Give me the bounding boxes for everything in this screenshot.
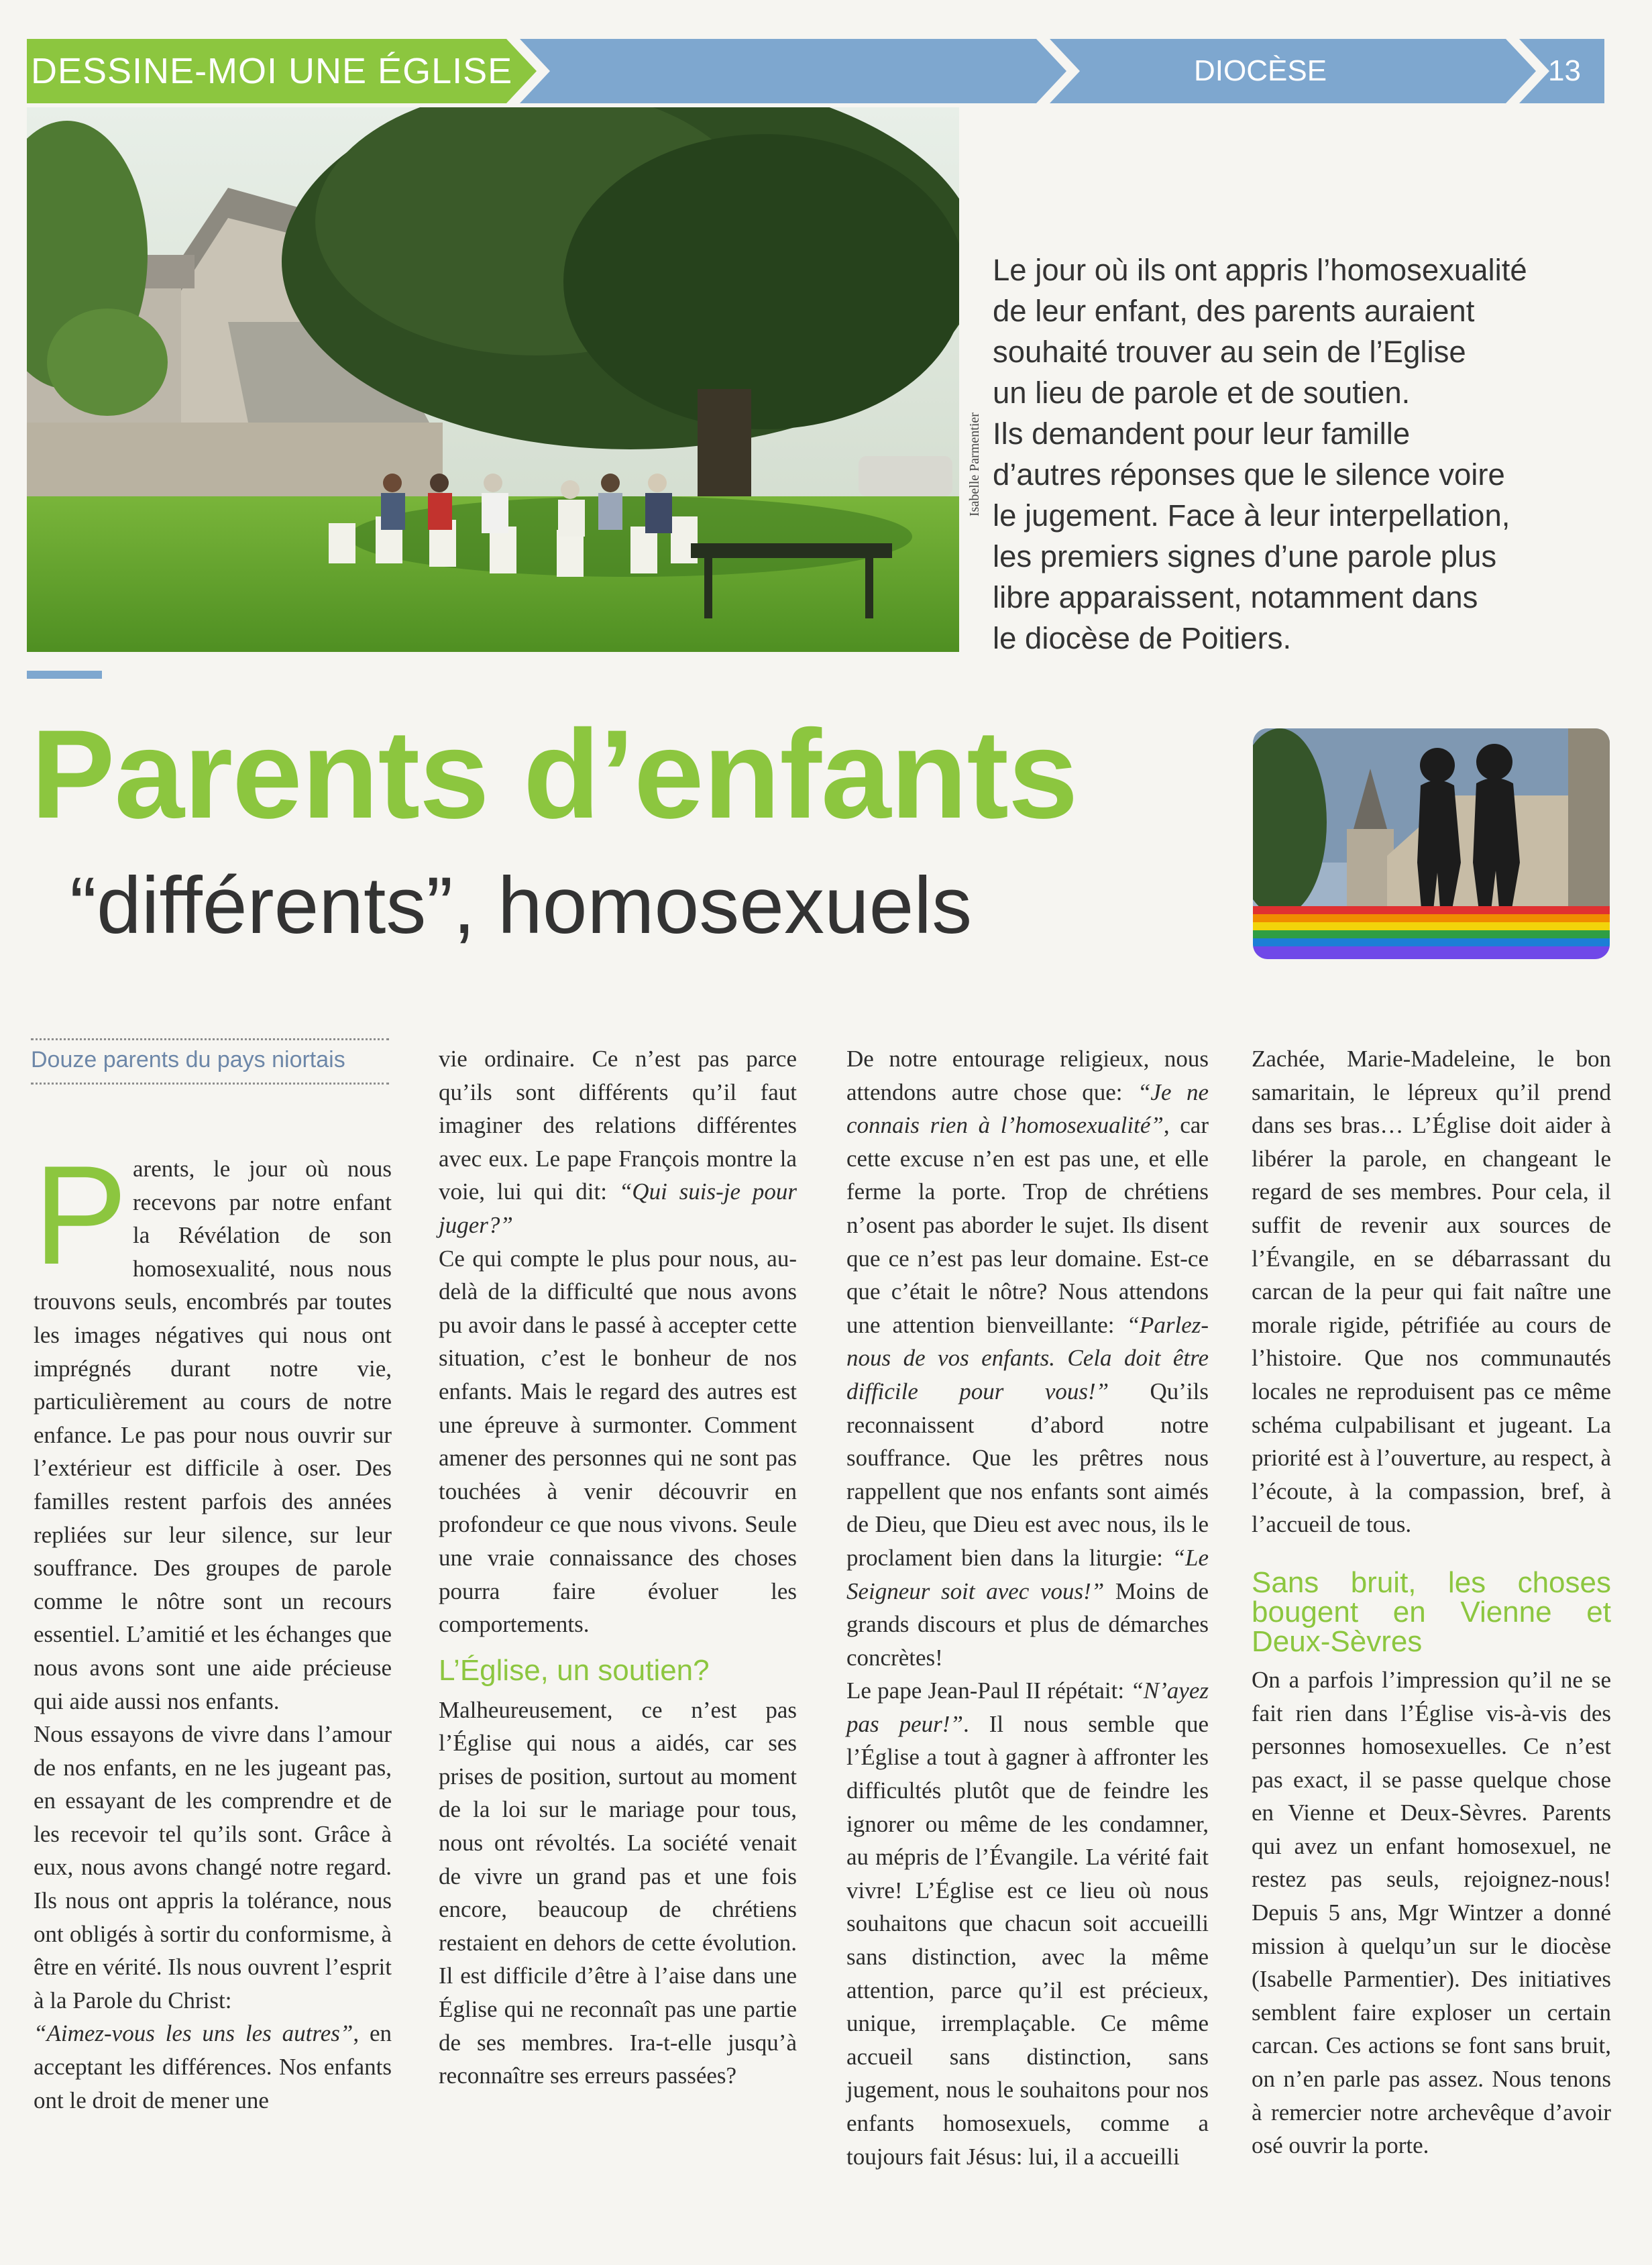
article-column-4 (1252, 1042, 1611, 2162)
article-column-3 (846, 1042, 1209, 2173)
intro-line: libre apparaissent, notamment dans (993, 580, 1478, 614)
page-number: 13 (1548, 54, 1581, 87)
paragraph-text: De notre entourage religieux, nous attendons autre chose que: (846, 1046, 1209, 1105)
article-kicker: Douze parents du pays niortais (31, 1038, 389, 1085)
paragraph-text: Ce qui compte le plus pour nous, au-delà de la difficulté que nous avons pu avoir dans le passé à accepter cette situation, c’est le bonheur de nos enfants. Mais le regard des autres est une épreuve à surmonter. Comment amener des personnes qui ne sont pas touchées à venir découvrir en profondeur ce que nous vivons. Seule une vraie connaissance des choses pourra faire évoluer les comportements. (439, 1245, 797, 1638)
intro-line: Ils demandent pour leur famille (993, 417, 1411, 451)
paragraph (1252, 1663, 1611, 2162)
intro-line: le diocèse de Poitiers. (993, 621, 1292, 655)
subheading: Sans bruit, les choses bougent en Vienne et Deux-Sèvres (1252, 1565, 1611, 1658)
thumbnail-illustration (1253, 728, 1610, 959)
photo-credit: Isabelle Parmentier (967, 412, 982, 516)
paragraph (439, 1694, 797, 2093)
quote: “Aimez-vous les uns les autres” (34, 2020, 353, 2047)
quote: “Parlez-nous de vos enfants. Cela doit être difficile pour vous!” (846, 1311, 1209, 1404)
intro-line: d’autres réponses que le silence voire (993, 457, 1505, 492)
paragraph (1252, 1042, 1611, 1541)
paragraph-text: Malheureusement, ce n’est pas l’Église qui nous a aidés, car ses prises de position, surtout au moment de la loi sur le mariage pour tous, nous ont révoltés. La société venait de vivre un grand pas et une fois encore, beaucoup de chrétiens restaient en dehors de cette évolution. Il est difficile d’être à l’aise dans une Église qui ne reconnaît pas une partie de ses membres. Ira-t-elle jusqu’à reconnaître ses erreurs passées? (439, 1696, 797, 2089)
intro-line: de leur enfant, des parents auraient (993, 294, 1475, 328)
paragraph (846, 1674, 1209, 2173)
article-column-2 (439, 1042, 797, 2093)
paragraph-text: , en acceptant les différences. Nos enfants ont le droit de mener une (34, 2020, 392, 2113)
accent-bar (27, 671, 102, 679)
paragraph (34, 1718, 392, 2117)
paragraph (439, 1042, 797, 1242)
paragraph-text: Nous essayons de vivre dans l’amour de nos enfants, en ne les jugeant pas, en essayant de les comprendre et de les recevoir tel qu’ils sont. Grâce à eux, nous avons changé notre regard. Ils nous ont appris la tolérance, nous ont obligés à sortir du conformisme, à être en vérité. Ils nous ouvrent l’esprit à la Parole du Christ: (34, 1721, 392, 2013)
intro-line: les premiers signes d’une parole plus (993, 539, 1497, 573)
paragraph-text: Le pape Jean-Paul II répétait: (846, 1677, 1125, 1704)
article-subtitle: “différents”, homosexuels (70, 861, 973, 950)
quote: “Je ne connais rien à l’homosexualité” (846, 1079, 1209, 1139)
paragraph-text: , car cette excuse n’en est pas une, et elle ferme la porte. Trop de chrétiens n’osent pas aborder le sujet. Ils disent que ce n’est pas leur domaine. Est-ce que c’était le nôtre? Nous attendons une attention bienveillante: (846, 1112, 1209, 1338)
quote: “N’ayez pas peur!” (846, 1677, 1209, 1737)
church-couple-thumbnail (1253, 728, 1610, 959)
drop-cap: P (34, 1136, 128, 1294)
paragraph-text: Qu’ils reconnaissent d’abord notre souffrance. Que les prêtres nous rappellent que nos enfants sont aimés de Dieu, que Dieu est avec nous, ils le proclament bien dans la liturgie: (846, 1378, 1209, 1571)
subheading: L’Église, un soutien? (439, 1653, 710, 1687)
intro-line: souhaité trouver au sein de l’Eglise (993, 335, 1466, 369)
intro-line: Le jour où ils ont appris l’homosexualité (993, 253, 1527, 287)
intro-line: le jugement. Face à leur interpellation, (993, 498, 1510, 533)
paragraph (439, 1242, 797, 1641)
paragraph-text: arents, le jour où nous recevons par notre enfant la Révélation de son homosexualité, nous nous trouvons seuls, encombrés par toutes les images négatives qui nous ont imprégnés durant notre vie, particulièrement au cours de notre enfance. Le pas pour nous ouvrir sur l’extérieur est difficile à oser. Des familles restent parfois des années repliées sur leur silence, sur leur souffrance. Des groupes de parole comme le nôtre sont un recours essentiel. L’amitié et les échanges que nous avons sont une aide précieuse qui aide aussi nos enfants. (34, 1156, 392, 1714)
intro-line: un lieu de parole et de soutien. (993, 376, 1411, 410)
quote: “Qui suis-je pour juger?” (439, 1178, 797, 1238)
paragraph (846, 1042, 1209, 1674)
section-label: DESSINE-MOI UNE ÉGLISE (31, 51, 513, 91)
intro-deck (993, 250, 1556, 659)
photo-illustration (27, 107, 959, 652)
paragraph-text: On a parfois l’impression qu’il ne se fait rien dans l’Église vis-à-vis des personnes homosexuelles. Ce n’est pas exact, il se passe quelque chose en Vienne et Deux-Sèvres. Parents qui avez un enfant homosexuel, ne restez pas seuls, rejoignez-nous! Depuis 5 ans, Mgr Wintzer a donné mission à quelqu’un sur le diocèse (Isabelle Parmentier). Des initiatives semblent faire exploser un certain carcan. Ces actions se font sans bruit, on n’en parle pas assez. Nous tenons à remercier notre archevêque d’avoir osé ouvrir la porte. (1252, 1666, 1611, 2159)
paragraph-text: Moins de grands discours et plus de démarches concrètes! (846, 1578, 1209, 1671)
quote: “Le Seigneur soit avec vous!” (846, 1544, 1209, 1604)
paragraph-text: vie ordinaire. Ce n’est pas parce qu’ils sont différents qu’il faut imaginer des relations différentes avec eux. Le pape François montre la voie, lui qui dit: (439, 1046, 797, 1205)
paragraph-text: . Il nous semble que l’Église a tout à gagner à affronter les difficultés plutôt que de feindre les ignorer ou même de les condamner, au mépris de l’Évangile. La vérité fait vivre! L’Église est ce lieu où nous souhaitons que chacun soit accueilli sans distinction, avec la même attention, parce qu’il est précieux, unique, irremplaçable. Ce même accueil sans distinction, sans jugement, nous le souhaitons pour nos enfants homosexuels, comme a toujours fait Jésus: lui, il a accueilli (846, 1710, 1209, 2170)
category-label: DIOCÈSE (1194, 54, 1327, 87)
paragraph-text: Zachée, Marie-Madeleine, le bon samaritain, le lépreux qu’il prend dans ses bras… L’Église doit aider à libérer la parole, en changeant le regard de ses membres. Pour cela, il suffit de revenir aux sources de l’Évangile, en se débarrassant du carcan de la peur qui fait naître une morale rigide, pétrifiée au cours de l’histoire. Que nos communautés locales ne reproduisent pas ce même schéma culpabilisant et jugeant. La priorité est à l’ouverture, au respect, à l’écoute, à la compassion, bref, à l’accueil de tous. (1252, 1046, 1611, 1538)
garden-group-photo (27, 107, 959, 652)
article-column-1 (34, 1136, 392, 2117)
section-header-bar (27, 39, 1604, 103)
article-title: Parents d’enfants (31, 704, 1078, 844)
